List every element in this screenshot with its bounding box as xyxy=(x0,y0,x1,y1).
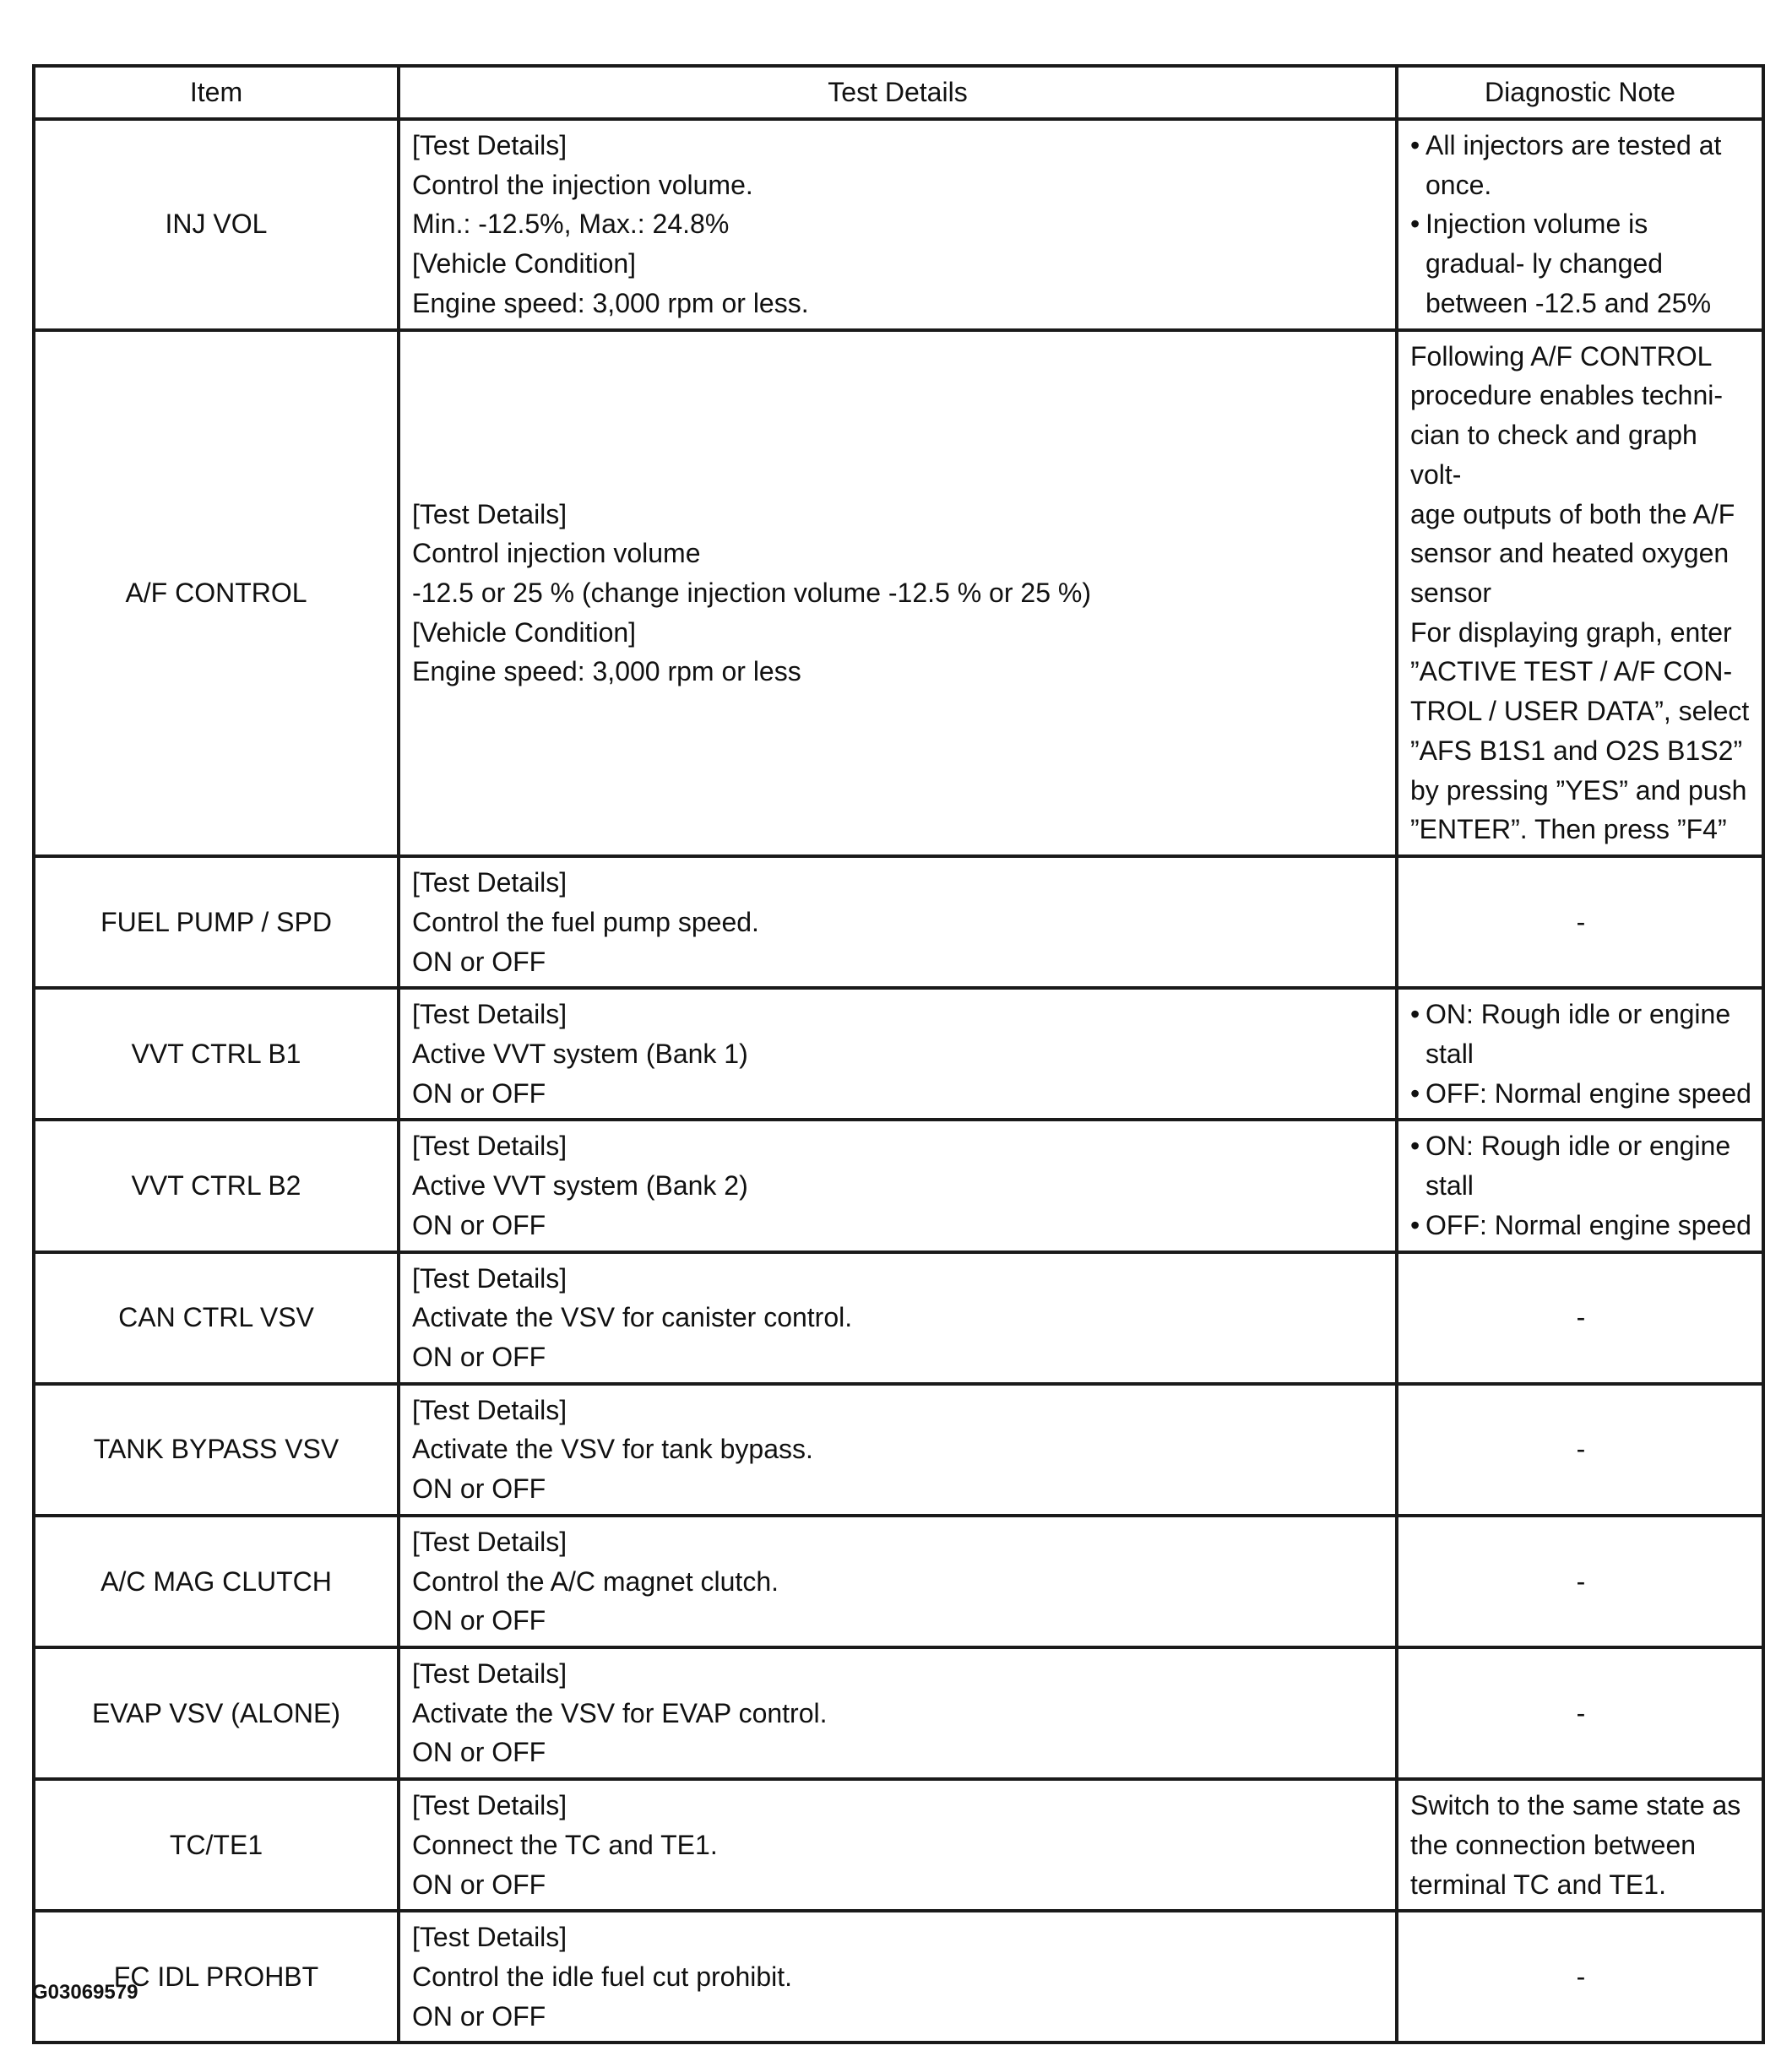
note-bullet-item: • OFF: Normal engine speed xyxy=(1410,1206,1751,1245)
test-details-line: ON or OFF xyxy=(412,1341,546,1372)
diagnostic-note-cell: - xyxy=(1397,1911,1763,2043)
test-details-line: [Test Details] xyxy=(412,1526,567,1557)
note-line: terminal TC and TE1. xyxy=(1410,1869,1666,1900)
test-details-line: [Test Details] xyxy=(412,999,567,1030)
table-row xyxy=(34,1516,1763,1647)
test-details-line: [Test Details] xyxy=(412,1262,567,1294)
test-details-line: Control the injection volume. xyxy=(412,169,753,200)
note-line: Following A/F CONTROL xyxy=(1410,340,1713,372)
test-details-line: ON or OFF xyxy=(412,2000,546,2032)
diagnostic-note-cell xyxy=(1397,988,1763,1120)
table-row xyxy=(34,988,1763,1120)
table-header xyxy=(34,66,1763,119)
column-header-item: Item xyxy=(34,66,399,119)
diagnostic-note-cell xyxy=(1397,1779,1763,1911)
note-line: ”ACTIVE TEST / A/F CON- xyxy=(1410,656,1733,687)
test-details-line: ON or OFF xyxy=(412,1473,546,1505)
note-bullet-item: • All injectors are tested at once. xyxy=(1410,126,1751,204)
note-line: by pressing ”YES” and push xyxy=(1410,774,1747,806)
test-details-line: Min.: -12.5%, Max.: 24.8% xyxy=(412,209,730,240)
diagnostic-note-cell xyxy=(1397,1120,1763,1251)
table-row xyxy=(34,1252,1763,1384)
note-line: ”AFS B1S1 and O2S B1S2” xyxy=(1410,735,1743,766)
note-line: ”ENTER”. Then press ”F4” xyxy=(1410,814,1727,845)
test-details-cell xyxy=(399,1911,1397,2043)
test-details-line: Engine speed: 3,000 rpm or less. xyxy=(412,287,809,318)
diagnostic-note-cell: - xyxy=(1397,1384,1763,1516)
test-details-line: ON or OFF xyxy=(412,1077,546,1109)
test-details-cell xyxy=(399,330,1397,856)
item-cell: EVAP VSV (ALONE) xyxy=(34,1647,399,1779)
item-cell: A/C MAG CLUTCH xyxy=(34,1516,399,1647)
item-cell: TC/TE1 xyxy=(34,1779,399,1911)
table-row xyxy=(34,119,1763,330)
test-details-line: Control the A/C magnet clutch. xyxy=(412,1565,779,1597)
test-details-cell xyxy=(399,1252,1397,1384)
test-details-line: -12.5 or 25 % (change injection volume -12.5 % or 25 %) xyxy=(412,578,1091,609)
table-row xyxy=(34,1384,1763,1516)
note-bullet-item: • ON: Rough idle or engine stall xyxy=(1410,995,1751,1073)
test-details-cell xyxy=(399,856,1397,988)
test-details-line: Control the fuel pump speed. xyxy=(412,906,759,937)
test-details-cell xyxy=(399,1516,1397,1647)
test-details-line: [Test Details] xyxy=(412,1131,567,1162)
item-cell: A/F CONTROL xyxy=(34,330,399,856)
item-cell: VVT CTRL B2 xyxy=(34,1120,399,1251)
test-details-line: [Vehicle Condition] xyxy=(412,248,637,279)
test-details-line: [Test Details] xyxy=(412,1658,567,1689)
header-row xyxy=(34,66,1763,119)
diagnostic-note-cell: - xyxy=(1397,1252,1763,1384)
test-details-line: ON or OFF xyxy=(412,1209,546,1240)
item-cell: FC IDL PROHBT xyxy=(34,1911,399,2043)
test-details-cell xyxy=(399,1120,1397,1251)
note-line: the connection between xyxy=(1410,1829,1697,1860)
note-line: For displaying graph, enter xyxy=(1410,616,1732,648)
item-cell: FUEL PUMP / SPD xyxy=(34,856,399,988)
test-details-line: Activate the VSV for EVAP control. xyxy=(412,1697,828,1728)
test-details-line: [Test Details] xyxy=(412,867,567,898)
item-cell: TANK BYPASS VSV xyxy=(34,1384,399,1516)
note-line: procedure enables techni- xyxy=(1410,380,1724,411)
note-line: TROL / USER DATA”, select xyxy=(1410,696,1750,727)
test-details-line: Control injection volume xyxy=(412,538,701,569)
note-line: age outputs of both the A/F xyxy=(1410,498,1735,529)
test-details-line: Active VVT system (Bank 2) xyxy=(412,1170,748,1202)
note-line: Switch to the same state as xyxy=(1410,1790,1741,1821)
item-cell: CAN CTRL VSV xyxy=(34,1252,399,1384)
figure-id: G03069579 xyxy=(32,1981,138,2004)
test-details-line: [Test Details] xyxy=(412,1790,567,1821)
note-bullet-item: • OFF: Normal engine speed xyxy=(1410,1074,1751,1114)
test-details-line: Activate the VSV for canister control. xyxy=(412,1302,853,1333)
test-details-line: ON or OFF xyxy=(412,1869,546,1900)
test-details-line: [Test Details] xyxy=(412,1394,567,1425)
test-details-line: Connect the TC and TE1. xyxy=(412,1829,718,1860)
test-details-line: [Test Details] xyxy=(412,129,567,160)
test-details-line: ON or OFF xyxy=(412,1605,546,1636)
test-details-line: Engine speed: 3,000 rpm or less xyxy=(412,656,801,687)
test-details-line: [Test Details] xyxy=(412,1922,567,1953)
note-line: cian to check and graph volt- xyxy=(1410,420,1697,490)
table-row xyxy=(34,330,1763,856)
test-details-line: ON or OFF xyxy=(412,946,546,977)
table-row xyxy=(34,1120,1763,1251)
column-header-test-details: Test Details xyxy=(399,66,1397,119)
item-cell: INJ VOL xyxy=(34,119,399,330)
test-details-cell xyxy=(399,1647,1397,1779)
table-row xyxy=(34,1779,1763,1911)
test-details-line: Active VVT system (Bank 1) xyxy=(412,1038,748,1069)
column-header-diagnostic-note: Diagnostic Note xyxy=(1397,66,1763,119)
diagnostic-note-cell xyxy=(1397,119,1763,330)
test-details-cell xyxy=(399,1779,1397,1911)
diagnostic-note-cell: - xyxy=(1397,1516,1763,1647)
diagnostic-note-cell: - xyxy=(1397,856,1763,988)
test-details-cell xyxy=(399,988,1397,1120)
test-details-cell xyxy=(399,1384,1397,1516)
test-details-line: Activate the VSV for tank bypass. xyxy=(412,1434,813,1465)
test-details-line: [Test Details] xyxy=(412,498,567,529)
test-details-line: Control the idle fuel cut prohibit. xyxy=(412,1961,793,1993)
test-details-line: [Vehicle Condition] xyxy=(412,616,637,648)
table-row xyxy=(34,856,1763,988)
note-bullet-item: • ON: Rough idle or engine stall xyxy=(1410,1126,1751,1205)
test-details-line: ON or OFF xyxy=(412,1737,546,1768)
active-test-table xyxy=(32,64,1765,2044)
note-line: sensor and heated oxygen xyxy=(1410,538,1730,569)
table-row xyxy=(34,1911,1763,2043)
note-line: sensor xyxy=(1410,578,1492,609)
table-row xyxy=(34,1647,1763,1779)
item-cell: VVT CTRL B1 xyxy=(34,988,399,1120)
table-body xyxy=(34,119,1763,2043)
note-bullet-item: • Injection volume is gradual- ly changed between -12.5 and 25% xyxy=(1410,204,1751,323)
diagnostic-note-cell xyxy=(1397,330,1763,856)
test-details-cell xyxy=(399,119,1397,330)
diagnostic-note-cell: - xyxy=(1397,1647,1763,1779)
